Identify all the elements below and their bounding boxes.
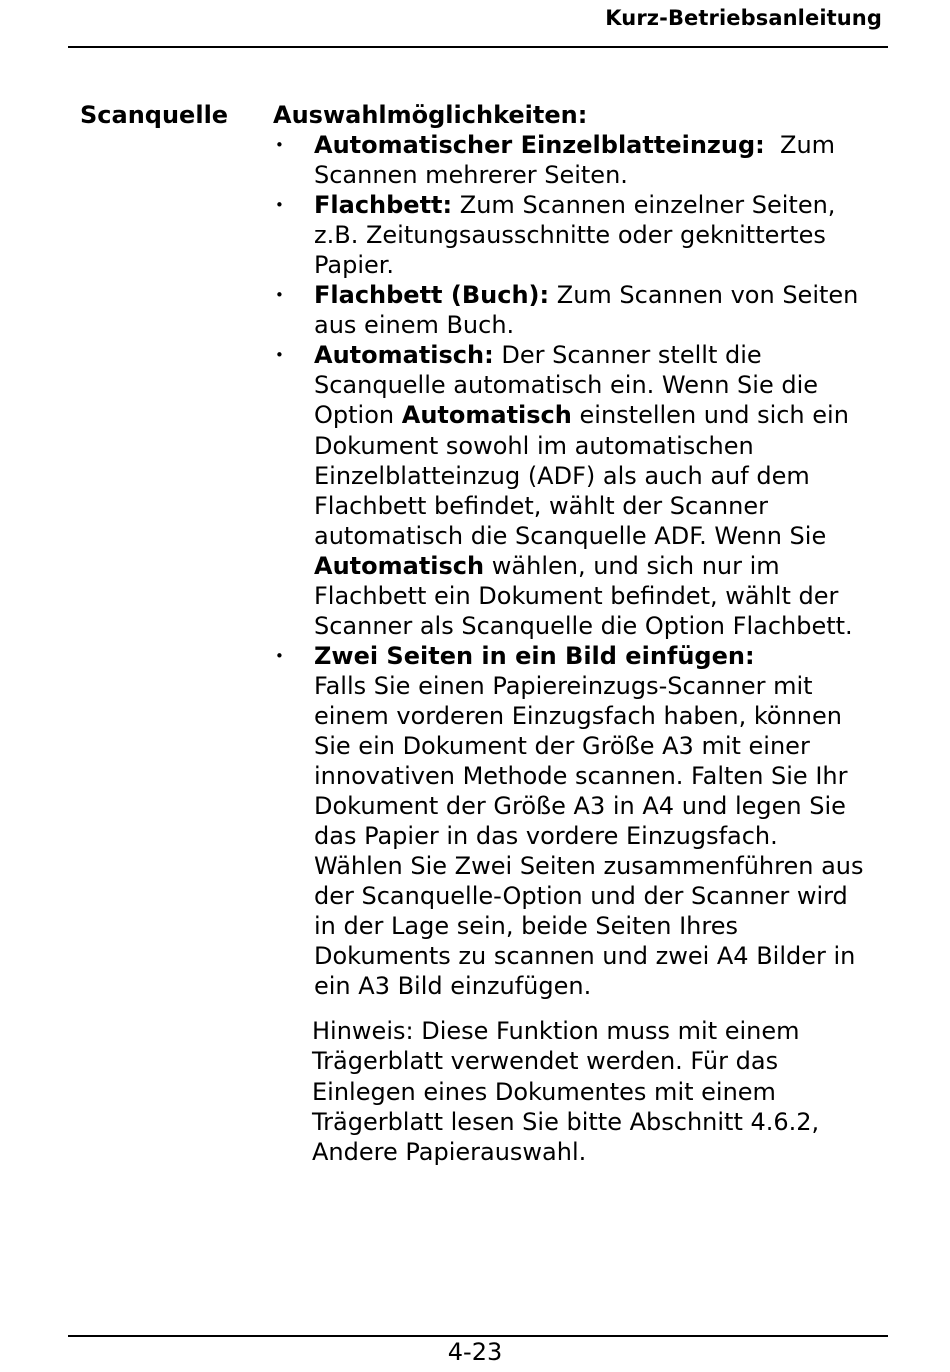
bullet-icon: • [275, 196, 284, 215]
running-header: Kurz-Betriebsanleitung [605, 6, 882, 30]
option-text: Zum Scannen einzelner Seiten, z.B. Zeitungsausschnitte oder geknittertes Papier. [314, 191, 836, 280]
option-automatic [273, 340, 873, 640]
option-flatbed [273, 190, 873, 280]
bullet-icon: • [275, 286, 284, 305]
option-text: Zum Scannen von Seiten aus einem Buch. [314, 281, 859, 340]
option-title: Flachbett: [314, 191, 453, 220]
section-content [273, 100, 873, 1167]
options-heading: Auswahlmöglichkeiten: [273, 101, 588, 129]
options-list [273, 130, 873, 1001]
option-text: Zum Scannen mehrerer Seiten. [314, 131, 836, 190]
option-emphasis: Automatisch [314, 551, 485, 580]
option-flatbed-book [273, 280, 873, 340]
note-paragraph: Hinweis: Diese Funktion muss mit einem Trägerblatt verwendet werden. Für das Einlegen eines Dokumentes mit einem Trägerblatt lesen Sie bitte Abschnitt 4.6.2, Andere Papierauswahl. [312, 1017, 820, 1166]
option-title: Automatischer Einzelblatteinzug: [314, 131, 765, 160]
option-title: Flachbett (Buch): [314, 281, 550, 310]
bullet-icon: • [275, 646, 284, 665]
option-text: einstellen und sich ein Dokument sowohl im automatischen Einzelblatteinzug (ADF) als auch auf dem Flachbett befindet, wählt der Scanner automatisch die Scanquelle ADF. Wenn Sie [314, 401, 849, 550]
bullet-icon: • [275, 136, 284, 155]
page-number: 4-23 [447, 1338, 503, 1366]
option-emphasis: Automatisch [401, 401, 572, 430]
option-two-pages [273, 641, 873, 1002]
option-title: Automatisch: [314, 341, 494, 370]
option-text: Falls Sie einen Papiereinzugs-Scanner mit einem vorderen Einzugsfach haben, können Sie ein Dokument der Größe A3 mit einer innovativen Methode scannen. Falten Sie Ihr Dokument der Größe A3 in A4 und legen Sie das Papier in das vordere Einzugsfach. Wählen Sie Zwei Seiten zusammenführen aus der Scanquelle-Option und der Scanner wird in der Lage sein, beide Seiten Ihres Dokuments zu scannen und zwei A4 Bilder in ein A3 Bild einzufügen. [314, 671, 864, 1001]
option-adf [273, 130, 873, 190]
header-rule [68, 46, 888, 48]
bullet-icon: • [275, 346, 284, 365]
option-title: Zwei Seiten in ein Bild einfügen: [314, 641, 755, 670]
section-term: Scanquelle [80, 101, 229, 129]
option-text: Der Scanner stellt die Scanquelle automatisch ein. Wenn Sie die Option [314, 341, 819, 430]
option-text: wählen, und sich nur im Flachbett ein Dokument befindet, wählt der Scanner als Scanquelle die Option Flachbett. [314, 551, 853, 640]
